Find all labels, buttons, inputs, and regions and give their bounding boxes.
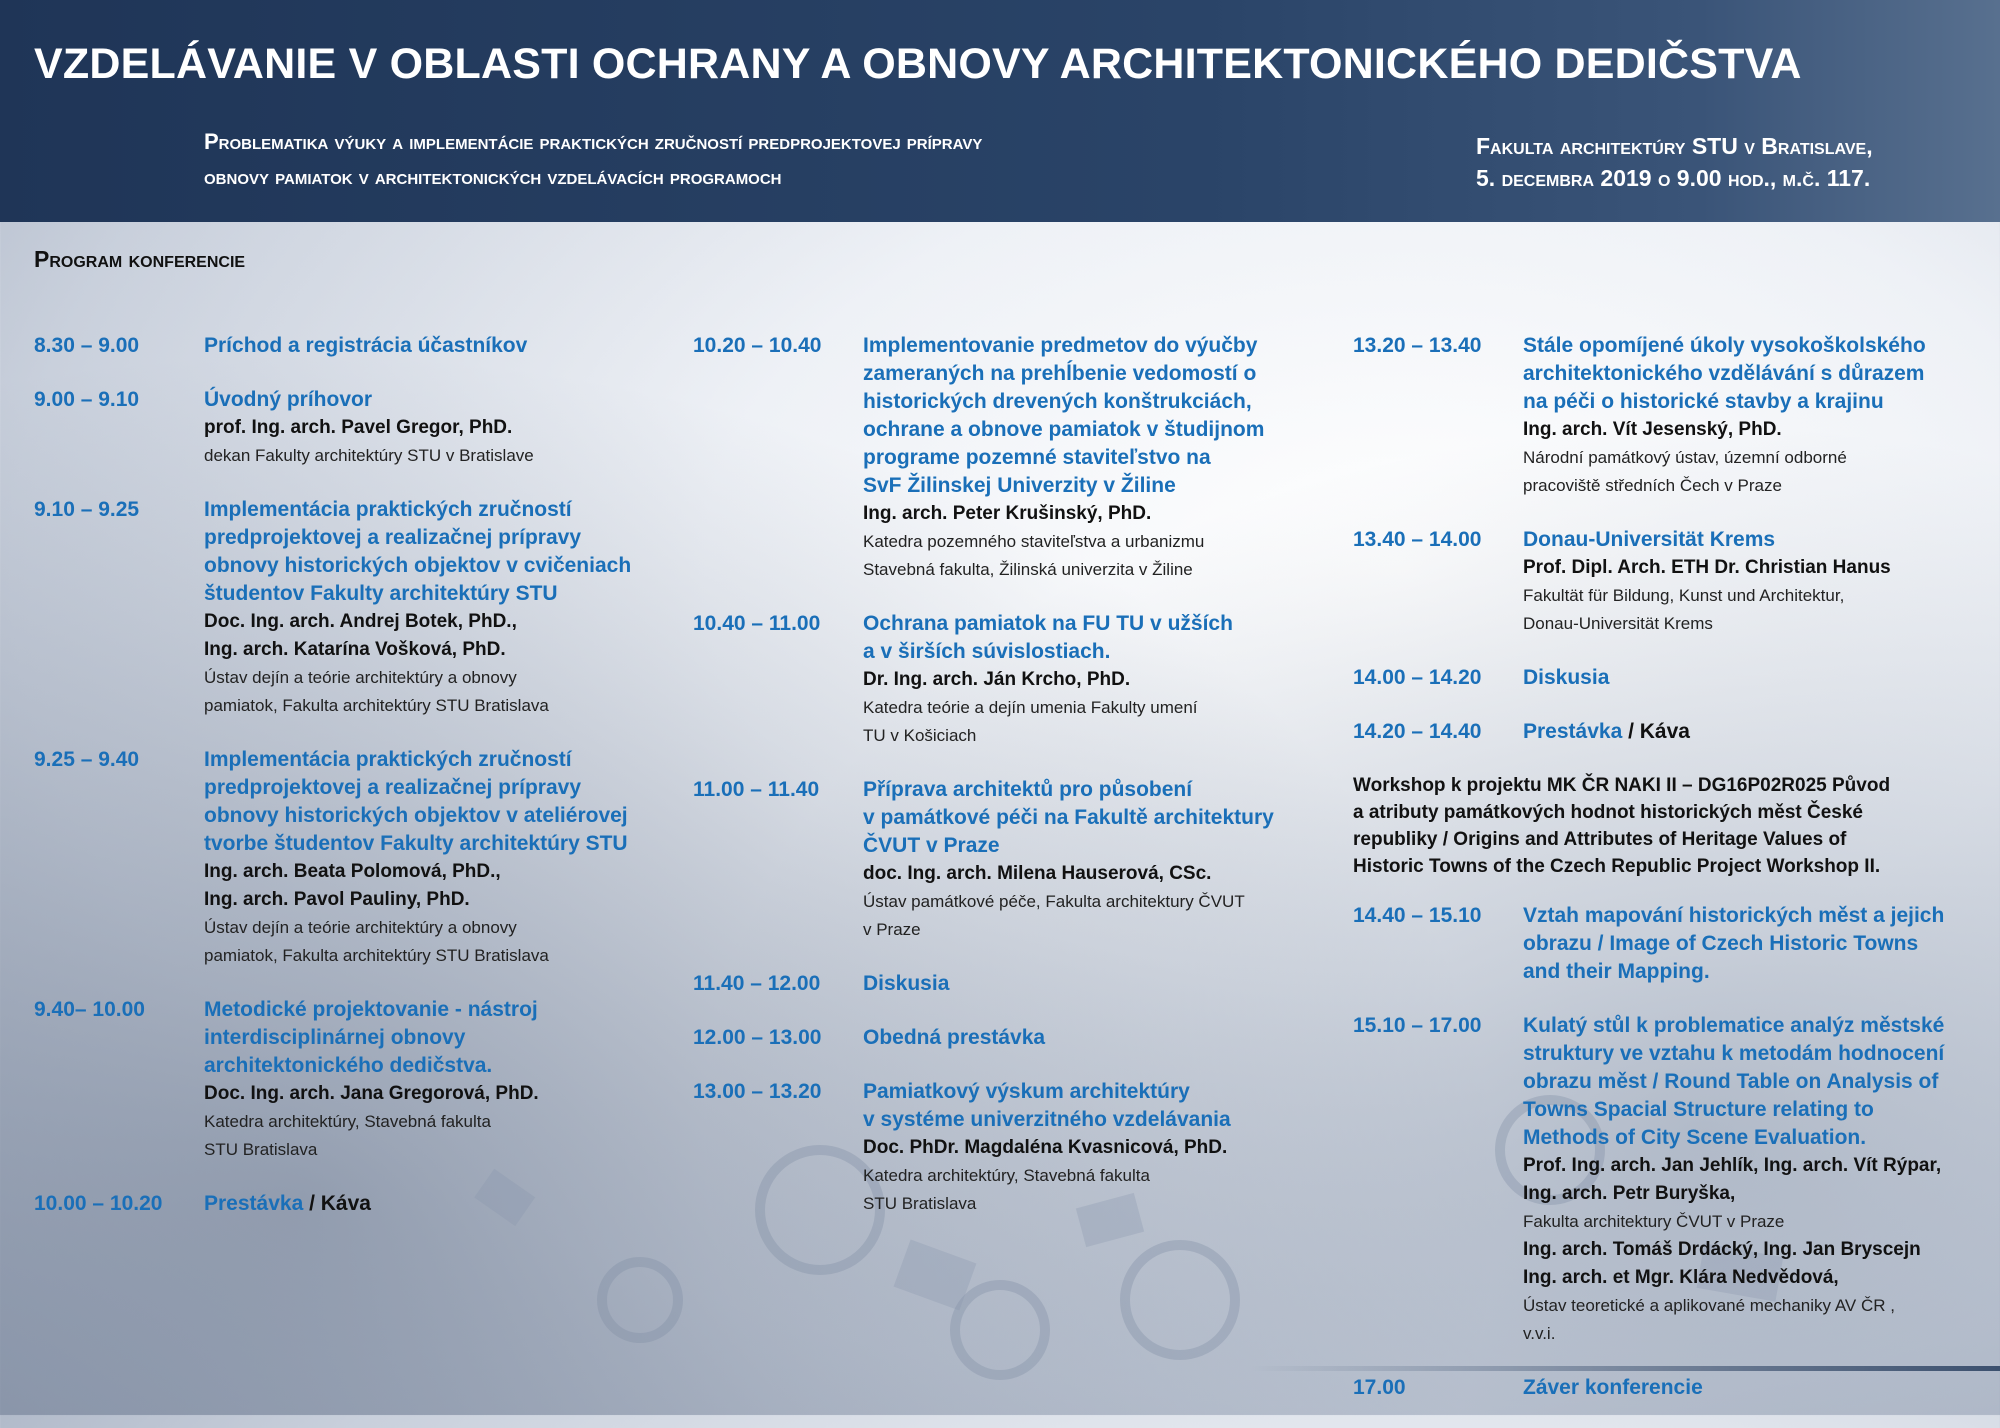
program-item [34,746,674,970]
program-time: 8.30 – 9.00 [34,334,140,357]
speaker-line: Prof. Ing. arch. Jan Jehlík, Ing. arch. Vít Rýpar, [1523,1155,1942,1176]
program-item [1353,1374,1993,1402]
program-title-line: obnovy historických objektov v ateliérovej [204,804,628,827]
program-item [1353,332,1993,500]
program-title-text: Prestávka [1523,720,1623,743]
program-title-line: v systéme univerzitného vzdelávania [863,1108,1231,1131]
program-title-line: Implementácia praktických zručností [204,748,572,771]
speaker-line: Prof. Dipl. Arch. ETH Dr. Christian Hanus [1523,557,1891,578]
affiliation-line: STU Bratislava [863,1194,977,1213]
program-title-line [1523,718,1993,746]
program-time: 10.40 – 11.00 [693,612,821,635]
program-title-line: Towns Spacial Structure relating to [1523,1098,1874,1121]
program-time: 13.20 – 13.40 [1353,334,1482,357]
program-item [693,1024,1333,1052]
venue-line-1: Fakulta architektúry STU v Bratislave, [1476,133,1873,159]
program-column-3 [1353,332,1993,1428]
program-title-line: architektonického dedičstva. [204,1054,493,1077]
workshop-line: Workshop k projektu MK ČR NAKI II – DG16P02R025 Původ [1353,775,1891,796]
program-title-line: Diskusia [863,972,950,995]
program-title-suffix: / Káva [1622,720,1690,743]
affiliation-line: Stavebná fakulta, Žilinská univerzita v Žiline [863,560,1193,579]
program-title-suffix: / Káva [303,1192,371,1215]
speaker-line: Doc. Ing. arch. Andrej Botek, PhD., [204,611,517,632]
affiliation-line: Katedra pozemného staviteľstva a urbanizmu [863,532,1205,551]
program-column-3-part-1 [1353,332,1993,746]
program-title-line: Ochrana pamiatok na FU TU v užších [863,612,1233,635]
program-time: 10.20 – 10.40 [693,334,822,357]
program-title-line: Metodické projektovanie - nástroj [204,998,538,1021]
program-title-line [204,1190,674,1218]
affiliation-line: Ústav teoretické a aplikované mechaniky AV ČR , [1523,1296,1895,1315]
program-time: 17.00 [1353,1376,1406,1399]
program-content [204,1190,674,1218]
subtitle-line-1: Problematika výuky a implementácie praktických zručností predprojektovej prípravy [204,129,983,154]
workshop-line: Historic Towns of the Czech Republic Project Workshop II. [1353,856,1881,877]
program-time: 11.00 – 11.40 [693,778,820,801]
program-time: 15.10 – 17.00 [1353,1014,1482,1037]
page-title: VZDELÁVANIE V OBLASTI OCHRANY A OBNOVY ARCHITEKTONICKÉHO DEDIČSTVA [34,40,1802,88]
program-item [34,386,674,470]
program-content [204,996,674,1164]
program-content [1523,526,1993,638]
workshop-line: republiky / Origins and Attributes of Heritage Values of [1353,829,1847,850]
program-time: 14.00 – 14.20 [1353,666,1482,689]
program-title-line: Methods of City Scene Evaluation. [1523,1126,1867,1149]
program-title-line: predprojektovej a realizačnej prípravy [204,776,581,799]
program-item [693,776,1333,944]
affiliation-line: pamiatok, Fakulta architektúry STU Bratislava [204,946,549,965]
affiliation-line: Ústav památkové péče, Fakulta architektury ČVUT [863,892,1245,911]
speaker-line: prof. Ing. arch. Pavel Gregor, PhD. [204,417,513,438]
program-title-line: Donau-Universität Krems [1523,528,1776,551]
program-title-line: na péči o historické stavby a krajinu [1523,390,1884,413]
speaker-line: Ing. arch. Peter Krušinský, PhD. [863,503,1152,524]
affiliation-line: Donau-Universität Krems [1523,614,1713,633]
affiliation-line: Ústav dejín a teórie architektúry a obnovy [204,668,517,687]
program-title-line: v památkové péči na Fakultě architektury [863,806,1274,829]
program-content [204,386,674,470]
speaker-line: Ing. arch. Pavol Pauliny, PhD. [204,889,470,910]
venue-line-2: 5. decembra 2019 o 9.00 hod., m.č. 117. [1476,165,1871,191]
program-title-line: ochrane a obnove pamiatok v študijnom [863,418,1265,441]
workshop-description [1353,772,1993,880]
program-title-line: Příprava architektů pro působení [863,778,1193,801]
program-item [693,1078,1333,1218]
program-title-line: Implementovanie predmetov do výučby [863,334,1258,357]
program-time: 12.00 – 13.00 [693,1026,822,1049]
program-title-line: predprojektovej a realizačnej prípravy [204,526,581,549]
affiliation-line: Fakulta architektury ČVUT v Praze [1523,1212,1785,1231]
speaker-line: Ing. arch. et Mgr. Klára Nedvědová, [1523,1267,1839,1288]
program-title-line: obrazu / Image of Czech Historic Towns [1523,932,1919,955]
program-column-3-part-2 [1353,902,1993,1402]
program-title-line: Pamiatkový výskum architektúry [863,1080,1190,1103]
program-item [34,332,674,360]
program-title-line: zameraných na prehĺbenie vedomostí o [863,362,1257,385]
affiliation-line: Katedra architektúry, Stavebná fakulta [204,1112,491,1131]
program-title-line: SvF Žilinskej Univerzity v Žiline [863,474,1176,497]
affiliation-line: Ústav dejín a teórie architektúry a obnovy [204,918,517,937]
program-title-line: Diskusia [1523,666,1610,689]
affiliation-line: Katedra architektúry, Stavebná fakulta [863,1166,1150,1185]
program-title-line: Príchod a registrácia účastníkov [204,334,528,357]
program-content [863,776,1333,944]
program-title-line: tvorbe študentov Fakulty architektúry STU [204,832,628,855]
program-item [34,1190,674,1218]
program-title: Program konferencie [34,246,246,272]
speaker-line: Ing. arch. Katarína Vošková, PhD. [204,639,506,660]
program-content [204,746,674,970]
program-item [34,496,674,720]
speaker-line: Doc. PhDr. Magdaléna Kvasnicová, PhD. [863,1137,1228,1158]
program-content [863,1024,1333,1052]
speaker-line: Ing. arch. Tomáš Drdácký, Ing. Jan Bryscejn [1523,1239,1921,1260]
affiliation-line: dekan Fakulty architektúry STU v Bratislave [204,446,534,465]
program-content [1523,718,1993,746]
program-item [693,610,1333,750]
program-item [1353,526,1993,638]
program-title-line: Kulatý stůl k problematice analýz městské [1523,1014,1945,1037]
program-time: 11.40 – 12.00 [693,972,821,995]
header-banner [0,0,2000,222]
program-item [1353,664,1993,692]
program-title-line: Implementácia praktických zručností [204,498,572,521]
program-content [204,496,674,720]
program-title-line: ČVUT v Praze [863,834,1000,857]
program-time: 9.00 – 9.10 [34,388,140,411]
program-title-line: obnovy historických objektov v cvičeniach [204,554,632,577]
program-content [1523,664,1993,692]
program-time: 9.40– 10.00 [34,998,145,1021]
program-content [863,1078,1333,1218]
program-time: 9.25 – 9.40 [34,748,140,771]
program-time: 13.00 – 13.20 [693,1080,822,1103]
subtitle-line-2: obnovy pamiatok v architektonických vzdelávacích programoch [204,164,782,189]
program-title-line: Stále opomíjené úkoly vysokoškolského [1523,334,1926,357]
program-title-line: obrazu měst / Round Table on Analysis of [1523,1070,1939,1093]
program-title-line: Záver konferencie [1523,1376,1703,1399]
affiliation-line: v.v.i. [1523,1324,1556,1343]
program-item [693,332,1333,584]
affiliation-line: Katedra teórie a dejín umenia Fakulty umení [863,698,1198,717]
program-title-line: architektonického vzdělávání s důrazem [1523,362,1925,385]
program-item [693,970,1333,998]
program-content [1523,1374,1993,1402]
program-content [863,610,1333,750]
program-content [204,332,674,360]
speaker-line: Ing. arch. Vít Jesenský, PhD. [1523,419,1782,440]
subtitle [204,124,982,194]
program-title-line: a v širších súvislostiach. [863,640,1111,663]
program-time: 13.40 – 14.00 [1353,528,1482,551]
program-content [1523,1012,1993,1348]
program-time: 14.20 – 14.40 [1353,720,1482,743]
program-title-line: struktury ve vztahu k metodám hodnocení [1523,1042,1945,1065]
speaker-line: Doc. Ing. arch. Jana Gregorová, PhD. [204,1083,539,1104]
program-column-2 [693,332,1333,1244]
program-title-line: historických drevených konštrukciách, [863,390,1252,413]
program-content [1523,902,1993,986]
program-column-1 [34,332,674,1244]
program-title-line: Úvodný príhovor [204,388,373,411]
program-title-line: Vztah mapování historických měst a jejich [1523,904,1945,927]
affiliation-line: Národní památkový ústav, územní odborné [1523,448,1847,467]
program-time: 9.10 – 9.25 [34,498,140,521]
program-time: 14.40 – 15.10 [1353,904,1482,927]
speaker-line: Ing. arch. Beata Polomová, PhD., [204,861,501,882]
program-item [1353,718,1993,746]
program-content [863,970,1333,998]
program-title-line: programe pozemné staviteľstvo na [863,446,1211,469]
affiliation-line: Fakultät für Bildung, Kunst und Architektur, [1523,586,1845,605]
program-title-line: Obedná prestávka [863,1026,1046,1049]
speaker-line: Dr. Ing. arch. Ján Krcho, PhD. [863,669,1131,690]
venue-info [1476,130,1873,194]
program-content [863,332,1333,584]
speaker-line: Ing. arch. Petr Buryška, [1523,1183,1736,1204]
affiliation-line: TU v Košiciach [863,726,977,745]
program-content [1523,332,1993,500]
program-title-text: Prestávka [204,1192,304,1215]
program-item [34,996,674,1164]
affiliation-line: pamiatok, Fakulta architektúry STU Bratislava [204,696,549,715]
affiliation-line: pracoviště středních Čech v Praze [1523,476,1782,495]
workshop-line: a atributy památkových hodnot historických měst České [1353,802,1863,823]
affiliation-line: STU Bratislava [204,1140,318,1159]
program-item [1353,902,1993,986]
program-title-line: študentov Fakulty architektúry STU [204,582,558,605]
program-title-line: interdisciplinárnej obnovy [204,1026,466,1049]
speaker-line: doc. Ing. arch. Milena Hauserová, CSc. [863,863,1212,884]
affiliation-line: v Praze [863,920,921,939]
program-time: 10.00 – 10.20 [34,1192,163,1215]
program-title-line: and their Mapping. [1523,960,1710,983]
program-item [1353,1012,1993,1348]
